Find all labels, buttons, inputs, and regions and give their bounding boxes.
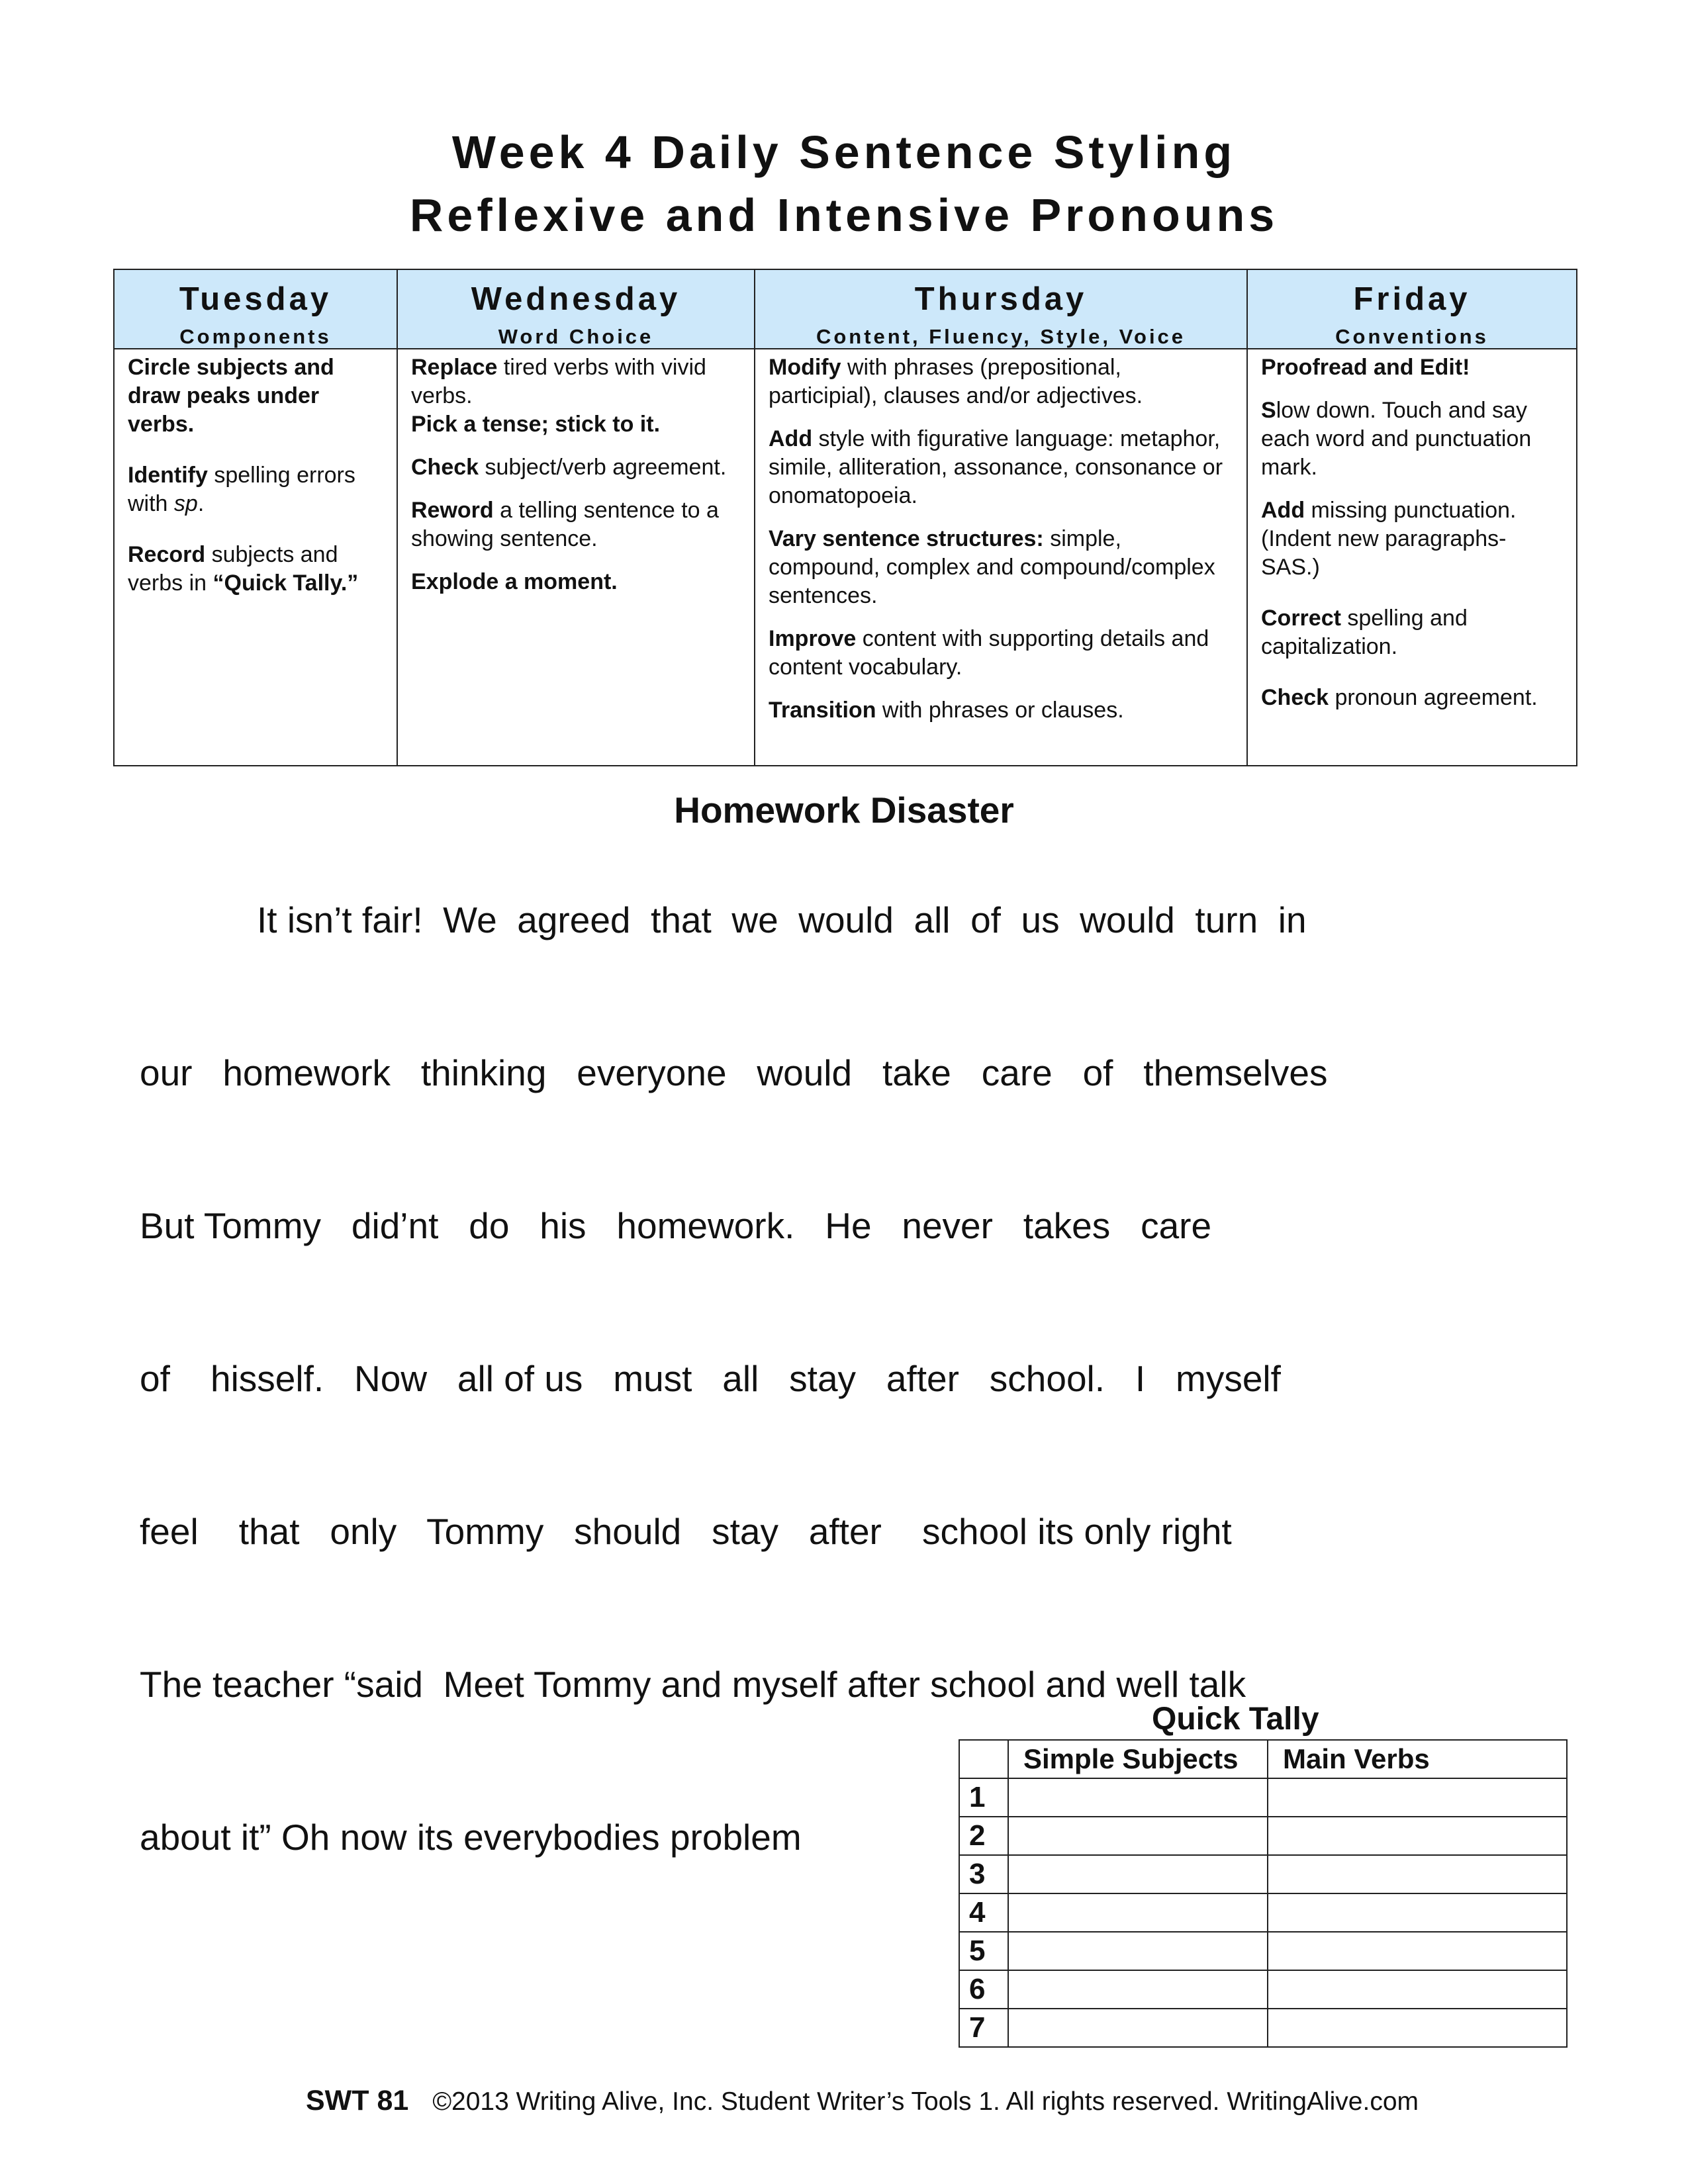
day-name: Thursday — [914, 281, 1088, 317]
instruction-keyword: Check — [411, 455, 479, 480]
instruction-text: subject/verb agreement. — [479, 455, 727, 480]
verb-cell[interactable] — [1268, 1855, 1567, 1893]
instruction-text: missing punctuation. (Indent new paragraphs-SAS.) — [1261, 498, 1517, 580]
tally-row-number: 3 — [959, 1855, 1008, 1893]
tally-row-number: 5 — [959, 1932, 1008, 1970]
verb-cell[interactable] — [1268, 1970, 1567, 2009]
instruction-keyword: “Quick Tally.” — [212, 570, 359, 596]
instruction-text: pronoun agreement. — [1329, 685, 1538, 710]
instruction-keyword: S — [1261, 398, 1276, 423]
tally-header-row — [959, 1740, 1567, 1778]
tally-col-subjects: Simple Subjects — [1008, 1740, 1268, 1778]
day-subtitle: Word Choice — [498, 325, 654, 348]
instruction-text: with phrases or clauses. — [876, 698, 1124, 723]
tally-row-number: 6 — [959, 1970, 1008, 2009]
instruction-keyword: Correct — [1261, 606, 1341, 631]
tally-row-number: 1 — [959, 1778, 1008, 1817]
tally-row — [959, 1778, 1567, 1817]
instruction-text: sp — [173, 491, 198, 516]
story-line: our homework thinking everyone would take care of themselves — [140, 1052, 1328, 1093]
subject-cell[interactable] — [1008, 1970, 1268, 2009]
page-title: Week 4 Daily Sentence Styling — [451, 126, 1237, 178]
story-line: of hisself. Now all of us must all stay after school. I myself — [140, 1358, 1281, 1399]
instruction-keyword: Transition — [769, 698, 876, 723]
quick-tally-table — [959, 1739, 1568, 2048]
tally-row — [959, 1817, 1567, 1855]
day-subtitle: Conventions — [1335, 325, 1489, 348]
instruction-keyword: Replace — [411, 355, 498, 380]
tally-row-number: 2 — [959, 1817, 1008, 1855]
subject-cell[interactable] — [1008, 1855, 1268, 1893]
page-footer — [306, 2085, 1419, 2117]
day-subtitle: Components — [179, 325, 332, 348]
header-tuesday — [114, 269, 397, 349]
verb-cell[interactable] — [1268, 1817, 1567, 1855]
instruction-text: Proofread and Edit! — [1261, 355, 1470, 380]
instruction-text: simple, compound, complex and compound/complex sentences. — [769, 526, 1215, 608]
tally-row — [959, 1932, 1567, 1970]
instruction-keyword: Improve — [769, 626, 857, 651]
verb-cell[interactable] — [1268, 1778, 1567, 1817]
instruction-text: spelling and capitalization. — [1261, 606, 1468, 659]
header-friday — [1247, 269, 1577, 349]
instruction-text: Explode a moment. — [411, 569, 618, 594]
instruction-text: a telling sentence to a showing sentence. — [411, 498, 719, 551]
verb-cell[interactable] — [1268, 1932, 1567, 1970]
tally-row — [959, 1855, 1567, 1893]
tuesday-instructions — [114, 349, 397, 766]
tally-row — [959, 2009, 1567, 2047]
thursday-instructions — [755, 349, 1247, 766]
page-code: SWT 81 — [306, 2085, 409, 2116]
instruction-text: content with supporting details and content vocabulary. — [769, 626, 1209, 680]
tally-row-number: 7 — [959, 2009, 1008, 2047]
tally-row — [959, 1970, 1567, 2009]
day-name: Wednesday — [471, 281, 681, 317]
daily-skills-table — [113, 269, 1577, 766]
instruction-text: Pick a tense; stick to it. — [411, 412, 661, 437]
story-line: But Tommy did’nt do his homework. He never takes care — [140, 1205, 1212, 1246]
verb-cell[interactable] — [1268, 1893, 1567, 1932]
day-name: Friday — [1353, 281, 1471, 317]
subject-cell[interactable] — [1008, 1817, 1268, 1855]
instruction-keyword: Add — [1261, 498, 1305, 523]
instruction-text: low down. Touch and say each word and punctuation mark. — [1261, 398, 1532, 480]
instruction-text: tired verbs with vivid verbs. — [411, 355, 706, 408]
page-subtitle: Reflexive and Intensive Pronouns — [409, 189, 1279, 241]
story-line: feel that only Tommy should stay after school its only right — [140, 1511, 1232, 1552]
story-line: about it” Oh now its everybodies problem — [140, 1817, 802, 1858]
instruction-keyword: Identify — [128, 463, 208, 488]
instruction-text: Circle subjects and draw peaks under verbs. — [128, 355, 334, 437]
quick-tally-title: Quick Tally — [1152, 1702, 1319, 1737]
instruction-text: subjects and verbs in — [128, 542, 338, 596]
copyright-text: ©2013 Writing Alive, Inc. Student Writer’s Tools 1. All rights reserved. WritingAlive.com — [432, 2087, 1419, 2116]
header-wednesday — [397, 269, 755, 349]
subject-cell[interactable] — [1008, 1893, 1268, 1932]
subject-cell[interactable] — [1008, 1932, 1268, 1970]
tally-corner-cell — [959, 1740, 1008, 1778]
instruction-text: . — [197, 491, 205, 516]
tally-row-number: 4 — [959, 1893, 1008, 1932]
instruction-text: style with figurative language: metaphor, simile, alliteration, assonance, consonance or onomatopoeia. — [769, 426, 1223, 508]
day-subtitle: Content, Fluency, Style, Voice — [816, 325, 1186, 348]
tally-col-verbs: Main Verbs — [1268, 1740, 1567, 1778]
instruction-keyword: Reword — [411, 498, 494, 523]
instruction-text: spelling errors with — [128, 463, 355, 516]
instruction-keyword: Vary sentence structures: — [769, 526, 1044, 551]
subject-cell[interactable] — [1008, 2009, 1268, 2047]
story-line: The teacher “said Meet Tommy and myself after school and well talk — [140, 1664, 1246, 1705]
subject-cell[interactable] — [1008, 1778, 1268, 1817]
story-line: It isn’t fair! We agreed that we would all of us would turn in — [257, 899, 1307, 940]
instruction-text: with phrases (prepositional, participial), clauses and/or adjectives. — [769, 355, 1143, 408]
instruction-keyword: Check — [1261, 685, 1329, 710]
instruction-keyword: Modify — [769, 355, 841, 380]
wednesday-instructions — [397, 349, 755, 766]
day-name: Tuesday — [179, 281, 332, 317]
instruction-keyword: Record — [128, 542, 206, 567]
instruction-keyword: Add — [769, 426, 813, 451]
tally-row — [959, 1893, 1567, 1932]
story-title: Homework Disaster — [674, 790, 1014, 831]
verb-cell[interactable] — [1268, 2009, 1567, 2047]
days-header-row — [114, 269, 1577, 349]
friday-instructions — [1247, 349, 1577, 766]
instructions-row — [114, 349, 1577, 766]
header-thursday — [755, 269, 1247, 349]
